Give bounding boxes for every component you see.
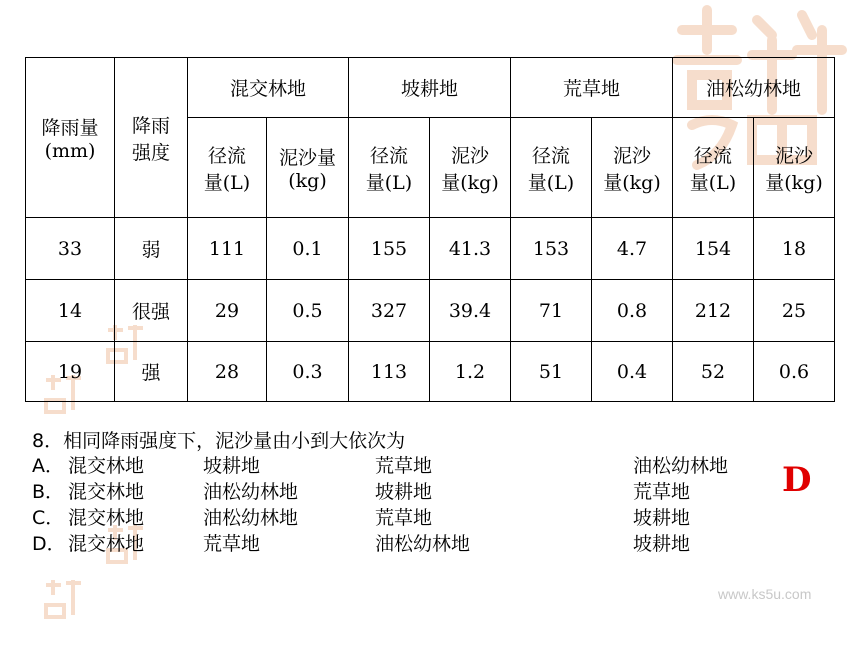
question-stem: 8．相同降雨强度下，泥沙量由小到大依次为 bbox=[32, 430, 406, 452]
cell-value: 0.6 bbox=[754, 342, 835, 402]
cell-value: 71 bbox=[511, 280, 592, 342]
cell-value: 0.3 bbox=[267, 342, 349, 402]
header-intensity: 降雨 强度 bbox=[115, 58, 188, 218]
option-item: 混交林地 bbox=[68, 533, 145, 555]
subheader-sediment: 泥沙量 (kg) bbox=[267, 118, 349, 218]
cell-value: 18 bbox=[754, 218, 835, 280]
cell-value: 0.1 bbox=[267, 218, 349, 280]
cell-value: 41.3 bbox=[430, 218, 511, 280]
cell-value: 28 bbox=[188, 342, 267, 402]
header-group-mixed-forest: 混交林地 bbox=[188, 58, 349, 118]
cell-value: 113 bbox=[349, 342, 430, 402]
cell-value: 29 bbox=[188, 280, 267, 342]
cell-value: 0.4 bbox=[592, 342, 673, 402]
cell-value: 39.4 bbox=[430, 280, 511, 342]
table-row bbox=[26, 218, 835, 280]
rainfall-sediment-table bbox=[25, 57, 835, 402]
subheader-sediment: 泥沙 量(kg) bbox=[754, 118, 835, 218]
subheader-runoff: 径流 量(L) bbox=[188, 118, 267, 218]
subheader-runoff: 径流 量(L) bbox=[349, 118, 430, 218]
cell-intensity: 很强 bbox=[115, 280, 188, 342]
table-row bbox=[26, 280, 835, 342]
cell-value: 111 bbox=[188, 218, 267, 280]
option-item: 混交林地 bbox=[68, 481, 145, 503]
option-item: 混交林地 bbox=[68, 455, 145, 477]
option-item: 混交林地 bbox=[68, 507, 145, 529]
option-letter: A． bbox=[32, 455, 64, 477]
cell-rainfall: 14 bbox=[26, 280, 115, 342]
header-group-grassland: 荒草地 bbox=[511, 58, 673, 118]
cell-value: 0.5 bbox=[267, 280, 349, 342]
cell-value: 212 bbox=[673, 280, 754, 342]
cell-value: 51 bbox=[511, 342, 592, 402]
option-item: 荒草地 bbox=[633, 481, 691, 503]
cell-intensity: 弱 bbox=[115, 218, 188, 280]
cell-value: 153 bbox=[511, 218, 592, 280]
cell-rainfall: 19 bbox=[26, 342, 115, 402]
option-item: 油松幼林地 bbox=[633, 455, 729, 477]
option-item: 坡耕地 bbox=[633, 507, 691, 529]
header-group-pine-forest: 油松幼林地 bbox=[673, 58, 835, 118]
cell-value: 155 bbox=[349, 218, 430, 280]
subheader-runoff: 径流 量(L) bbox=[511, 118, 592, 218]
cell-value: 52 bbox=[673, 342, 754, 402]
option-item: 油松幼林地 bbox=[203, 507, 299, 529]
cell-value: 4.7 bbox=[592, 218, 673, 280]
table-row bbox=[26, 342, 835, 402]
watermark-text: www.ks5u.com bbox=[718, 586, 812, 602]
option-item: 荒草地 bbox=[203, 533, 261, 555]
option-item: 坡耕地 bbox=[203, 455, 261, 477]
seal-logo-small-4 bbox=[38, 575, 88, 625]
answer-letter: D bbox=[782, 460, 812, 500]
cell-value: 154 bbox=[673, 218, 754, 280]
header-rainfall: 降雨量 (mm) bbox=[26, 58, 115, 218]
option-item: 油松幼林地 bbox=[375, 533, 471, 555]
subheader-sediment: 泥沙 量(kg) bbox=[592, 118, 673, 218]
subheader-sediment: 泥沙 量(kg) bbox=[430, 118, 511, 218]
option-item: 坡耕地 bbox=[375, 481, 433, 503]
option-item: 荒草地 bbox=[375, 507, 433, 529]
option-letter: D． bbox=[32, 533, 66, 555]
cell-intensity: 强 bbox=[115, 342, 188, 402]
header-group-slope-farmland: 坡耕地 bbox=[349, 58, 511, 118]
cell-value: 0.8 bbox=[592, 280, 673, 342]
cell-value: 327 bbox=[349, 280, 430, 342]
option-letter: B． bbox=[32, 481, 65, 503]
option-item: 油松幼林地 bbox=[203, 481, 299, 503]
option-letter: C． bbox=[32, 507, 65, 529]
option-item: 坡耕地 bbox=[633, 533, 691, 555]
cell-value: 1.2 bbox=[430, 342, 511, 402]
option-item: 荒草地 bbox=[375, 455, 433, 477]
cell-rainfall: 33 bbox=[26, 218, 115, 280]
subheader-runoff: 径流 量(L) bbox=[673, 118, 754, 218]
cell-value: 25 bbox=[754, 280, 835, 342]
